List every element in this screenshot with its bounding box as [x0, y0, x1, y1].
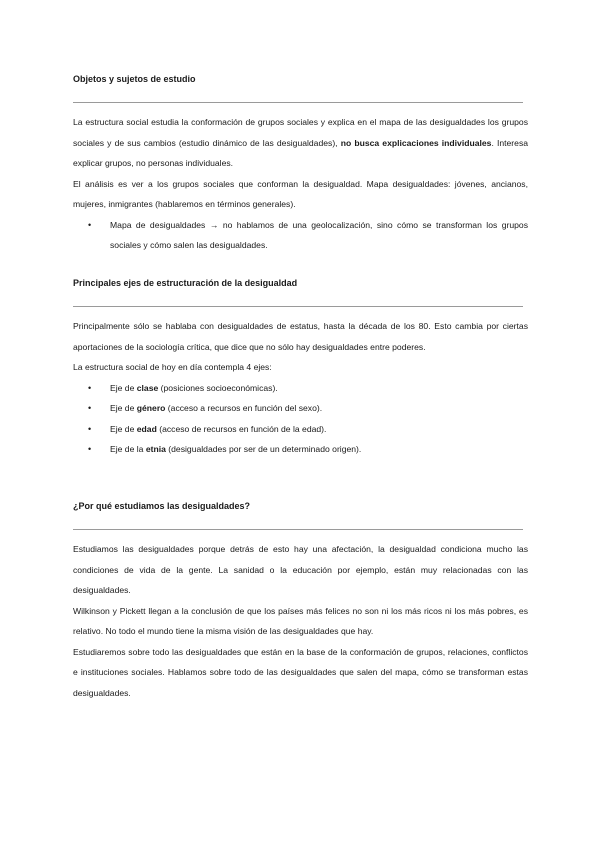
paragraph: La estructura social de hoy en día contempla 4 ejes:	[73, 362, 272, 372]
bullet-list	[73, 215, 528, 256]
paragraph	[73, 112, 528, 174]
list-item-text: Eje de género (acceso a recursos en función del sexo).	[110, 403, 323, 413]
paragraph: Wilkinson y Pickett llegan a la conclusión de que los países más felices no son ni los más ricos ni los más pobres, es relativo. No todo el mundo tiene la misma visión de las desigualdades que hay.	[73, 605, 528, 636]
paragraph-text: . Interesa explicar grupos, no personas individuales.	[73, 137, 529, 168]
paragraph: Estudiamos las desigualdades porque detrás de esto hay una afectación, la desigualdad condiciona mucho las condiciones de vida de la gente. La sanidad o la educación por ejemplo, están muy relacionadas con las desigualdades.	[73, 544, 528, 595]
section-heading: Principales ejes de estructuración de la desigualdad	[73, 278, 298, 288]
list-item	[73, 378, 528, 399]
section-divider	[73, 529, 523, 530]
axes-list	[73, 378, 528, 460]
section-divider	[73, 102, 523, 103]
paragraph: Principalmente sólo se hablaba con desigualdades de estatus, hasta la década de los 80. Esto cambia por ciertas aportaciones de la sociología crítica, que dice que no sólo hay desigualdades entre poderes.	[73, 321, 528, 352]
list-item	[73, 215, 528, 256]
paragraph: Estudiaremos sobre todo las desigualdades que están en la base de la conformación de grupos, relaciones, conflictos e instituciones sociales. Hablamos sobre todo de las desigualdades que salen del mapa, cómo se transforman estas desigualdades.	[73, 646, 528, 698]
paragraph-text: La estructura social estudia la conformación de grupos sociales y explica en el mapa de las desigualdades los grupos sociales y de sus cambios (estudio dinámico de las desigualdades),	[73, 117, 528, 148]
list-item-text: Mapa de desigualdades → no hablamos de una geolocalización, sino cómo se transforman los grupos sociales y cómo salen las desigualdades.	[110, 219, 528, 250]
list-item-text: Eje de edad (acceso de recursos en función de la edad).	[110, 423, 327, 434]
section-por-que	[73, 500, 528, 703]
section-divider	[73, 306, 523, 307]
list-item	[73, 398, 528, 419]
bullet-icon: •	[88, 403, 92, 413]
section-heading: Objetos y sujetos de estudio	[73, 74, 196, 84]
paragraph: El análisis es ver a los grupos sociales que conforman la desigualdad. Mapa desigualdades: jóvenes, ancianos, mujeres, inmigrantes (hablaremos en términos generales).	[73, 178, 528, 209]
list-item	[73, 439, 528, 460]
section-heading: ¿Por qué estudiamos las desigualdades?	[73, 501, 251, 511]
list-item-text: Eje de la etnia (desigualdades por ser de un determinado origen).	[110, 444, 362, 454]
list-item	[73, 419, 528, 440]
section-ejes	[73, 277, 528, 460]
bullet-icon: •	[88, 444, 92, 454]
bullet-icon: •	[88, 382, 92, 393]
list-item-text: Eje de clase (posiciones socioeconómicas).	[110, 382, 278, 393]
bold-text: no busca explicaciones individuales	[337, 137, 492, 148]
bullet-icon: •	[88, 423, 92, 434]
section-objetos	[73, 73, 528, 256]
bullet-icon: •	[88, 219, 92, 230]
